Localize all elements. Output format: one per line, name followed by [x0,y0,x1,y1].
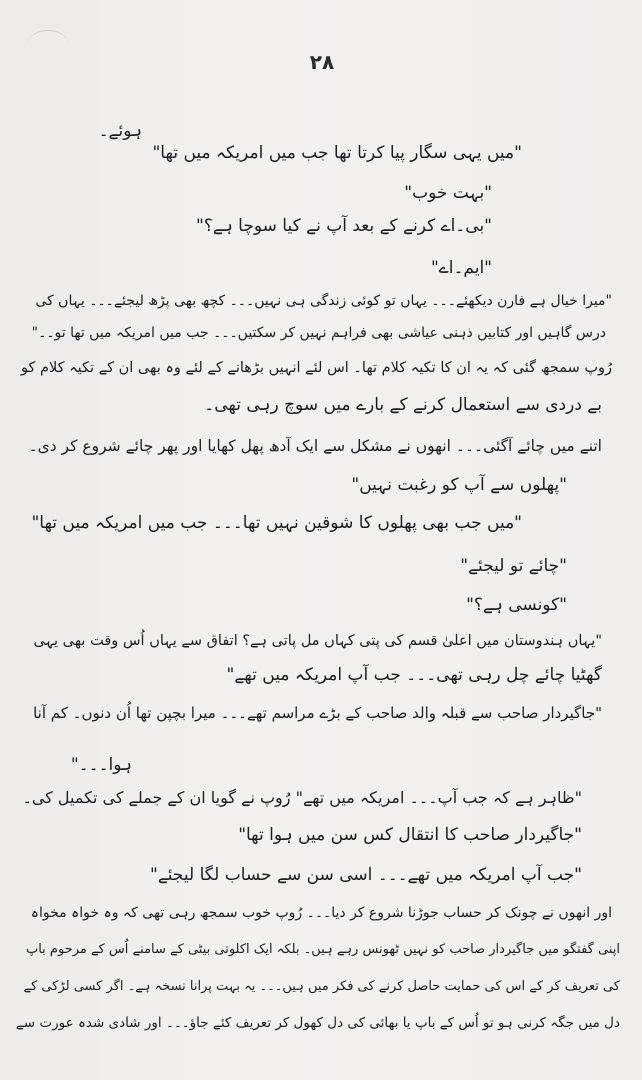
text-line: ہوا۔۔۔" [70,755,132,775]
text-line: "یہاں ہندوستان میں اعلیٰ قسم کی پتی کہاں مل پاتی ہے؟ اتفاق سے یہاں اُس وقت بھی یہی [33,633,602,649]
text-line: اپنی گفتگو میں جاگیردار صاحب کو نہیں ٹھونس رہے ہیں۔ بلکہ ایک اکلوتی بیٹی کے سامنے اُس کے مرحوم باپ [25,942,620,957]
text-line: "میں یہی سگار پیا کرتا تھا جب میں امریکہ میں تھا" [152,143,522,163]
text-line: "پھلوں سے آپ کو رغبت نہیں" [351,475,567,495]
text-line: "میں جب بھی پھلوں کا شوقین نہیں تھا۔۔۔ جب میں امریکہ میں تھا" [31,513,522,533]
text-line: درس گاہیں اور کتابیں ذہنی عیاشی بھی فراہم نہیں کر سکتیں۔۔۔ جب میں امریکہ میں تھا تو۔۔" [31,325,606,341]
text-line: "کونسی ہے؟" [466,595,567,615]
text-line: اتنے میں چائے آگئی۔۔۔ انھوں نے مشکل سے ایک آدھ پھل کھایا اور پھر چائے شروع کر دی۔ [28,437,602,455]
text-line: "ظاہر ہے کہ جب آپ۔۔۔ امریکہ میں تھے" رُوپ نے گویا ان کے جملے کی تکمیل کی۔ [22,788,582,807]
text-line: "جاگیردار صاحب کا انتقال کس سن میں ہوا تھا" [238,825,582,845]
text-line: اور انھوں نے چونک کر حساب جوڑنا شروع کر دیا۔۔۔ رُوپ خوب سمجھ رہی تھی کہ وہ خواہ مخواہ [30,905,612,921]
text-line: بے دردی سے استعمال کرنے کے بارے میں سوچ رہی تھی۔ [204,395,602,415]
binding-mark [28,30,68,57]
text-line: "بی۔اے کرنے کے بعد آپ نے کیا سوچا ہے؟" [196,216,492,236]
text-line: کی تعریف کر کے اس کی حمایت حاصل کرنے کی فکر میں ہیں۔۔۔ یہ بہت پرانا نسخہ ہے۔ اگر کسی لڑکی کے [23,979,620,994]
text-line: "جب آپ امریکہ میں تھے۔۔۔ اسی سن سے حساب لگا لیجئے" [150,865,582,885]
text-line: "چائے تو لیجئے" [460,556,567,576]
text-line: دل میں جگہ کرنی ہو تو اُس کے باپ یا بھائی کی دل کھول کر تعریف کئے جاؤ۔۔۔ اور شادی شدہ عورت سے [15,1015,620,1031]
text-line: "میرا خیال ہے فارن دیکھئے۔۔۔ یہاں تو کوئی زندگی ہی نہیں۔۔۔ کچھ بھی پڑھ لیجئے۔۔۔ یہاں کی [35,293,612,309]
text-line: "بہت خوب" [404,183,492,203]
text-line: رُوپ سمجھ گئی کہ یہ ان کا تکیہ کلام تھا۔ اس لئے انہیں بڑھانے کے لئے وہ بھی ان کے تکیہ کلام کو [20,360,612,376]
text-line: گھٹیا چائے چل رہی تھی۔۔۔ جب آپ امریکہ میں تھے" [226,665,602,685]
page-number: ۲۸ [309,50,335,74]
text-line: "جاگیردار صاحب سے قبلہ والد صاحب کے بڑے مراسم تھے۔۔۔ میرا بچپن تھا اُن دنوں۔ کم آنا [33,704,602,722]
text-line: ہوئے۔ [98,121,142,141]
text-line: "ایم۔اے" [430,258,492,278]
